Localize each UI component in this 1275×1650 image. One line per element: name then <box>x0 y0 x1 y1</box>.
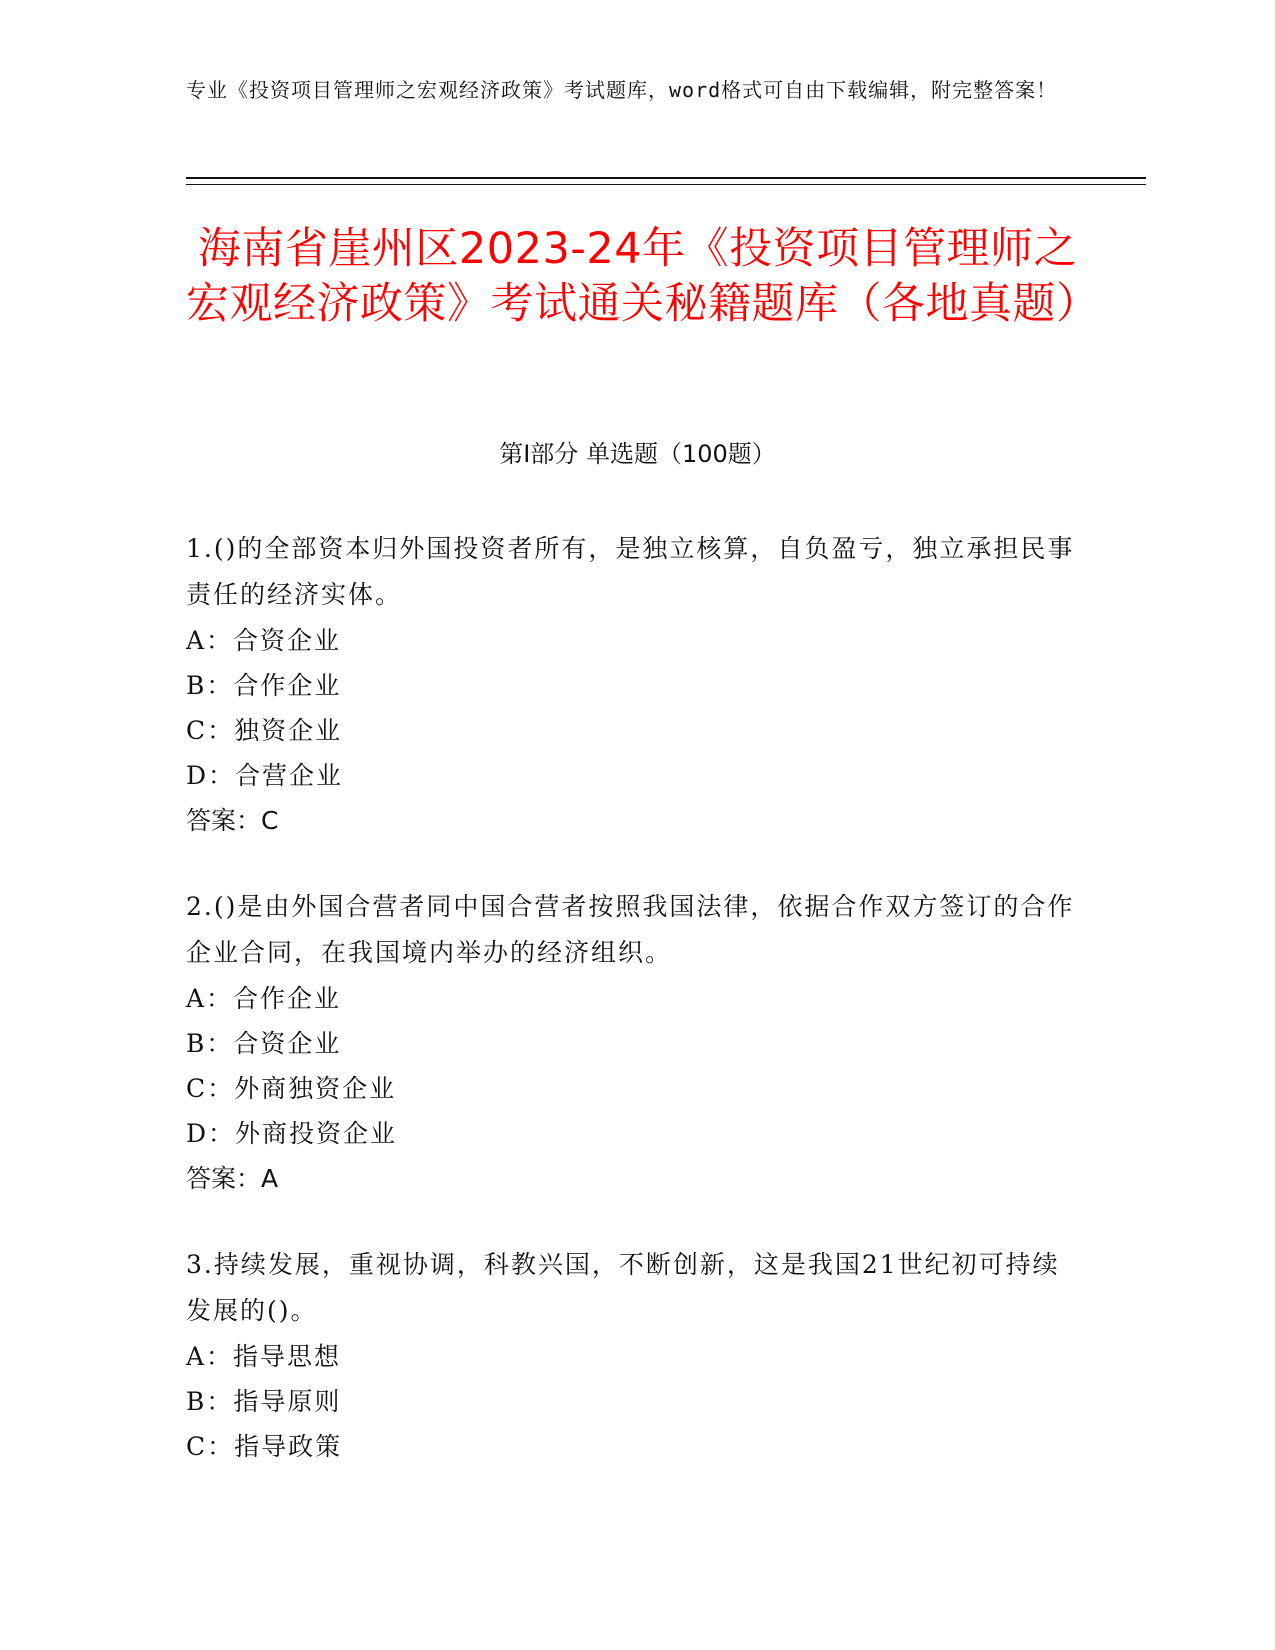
header-note: 专业《投资项目管理师之宏观经济政策》考试题库，word格式可自由下载编辑，附完整答案！ <box>186 78 1058 102</box>
option-c: C：独资企业 <box>186 716 343 745</box>
option-a: A：合资企业 <box>186 626 342 655</box>
question-stem: 1.()的全部资本归外国投资者所有，是独立核算，自负盈亏，独立承担民事责任的经济实体。 <box>186 534 1075 609</box>
option-c: C：外商独资企业 <box>186 1074 397 1103</box>
question-stem: 2.()是由外国合营者同中国合营者按照我国法律，依据合作双方签订的合作企业合同，在我国境内举办的经济组织。 <box>186 892 1075 967</box>
option-b: B：合作企业 <box>186 671 342 700</box>
option-c: C：指导政策 <box>186 1432 343 1461</box>
question-3 <box>186 1242 1086 1469</box>
option-d: D：合营企业 <box>186 761 344 790</box>
option-a: A：合作企业 <box>186 984 342 1013</box>
answer: 答案：A <box>186 1164 279 1193</box>
header-rule-thick <box>186 177 1146 179</box>
option-b: B：合资企业 <box>186 1029 342 1058</box>
document-title: 海南省崖州区2023-24年《投资项目管理师之宏观经济政策》考试通关秘籍题库（各地真题） <box>186 224 1100 329</box>
option-a: A：指导思想 <box>186 1342 342 1371</box>
option-d: D：外商投资企业 <box>186 1119 398 1148</box>
section-heading: 第I部分 单选题（100题） <box>499 440 776 468</box>
option-b: B：指导原则 <box>186 1387 342 1416</box>
question-2 <box>186 884 1086 1202</box>
answer: 答案：C <box>186 806 279 835</box>
header-rule-thin <box>186 184 1146 185</box>
question-1 <box>186 526 1086 844</box>
question-stem: 3.持续发展，重视协调，科教兴国，不断创新，这是我国21世纪初可持续发展的()。 <box>186 1250 1060 1325</box>
question-list <box>186 526 1086 1509</box>
